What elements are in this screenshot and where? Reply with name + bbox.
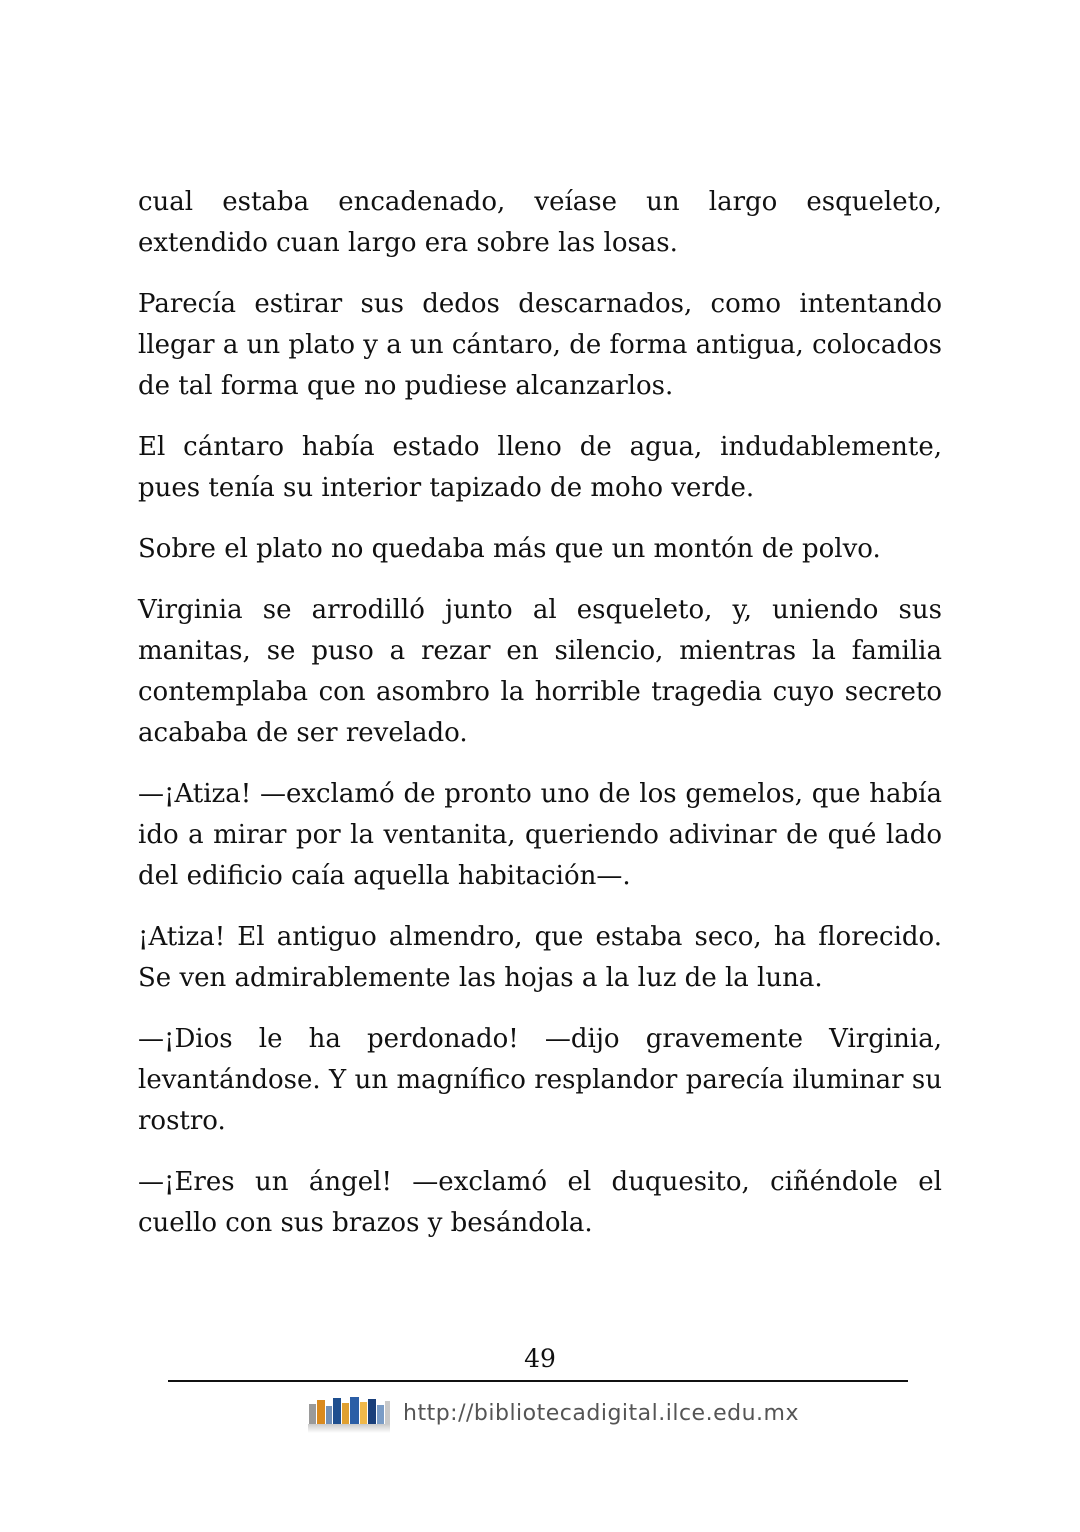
paragraph: El cántaro había estado lleno de agua, indudablemente, pues tenía su interior tapizado de moho verde. (138, 432, 942, 503)
page-number: 49 (524, 1344, 556, 1373)
paragraph: Virginia se arrodilló junto al esqueleto, y, uniendo sus manitas, se puso a rezar en silencio, mientras la familia contemplaba con asombro la horrible tragedia cuyo secreto acababa de ser revelado. (138, 595, 942, 748)
paragraph: cual estaba encadenado, veíase un largo esqueleto, extendido cuan largo era sobre las losas. (138, 187, 942, 258)
footer-url-link[interactable]: http://bibliotecadigital.ilce.edu.mx (403, 1401, 799, 1426)
page-body (138, 182, 942, 1264)
paragraph: ¡Atiza! El antiguo almendro, que estaba seco, ha florecido. Se ven admirablemente las hojas a la luz de la luna. (138, 922, 942, 993)
books-logo-icon (306, 1394, 392, 1434)
paragraph: —¡Atiza! —exclamó de pronto uno de los gemelos, que había ido a mirar por la ventanita, queriendo adivinar de qué lado del edificio caía aquella habitación—. (138, 779, 942, 891)
footer-divider (168, 1380, 908, 1382)
paragraph: Sobre el plato no quedaba más que un montón de polvo. (138, 534, 881, 564)
paragraph: Parecía estirar sus dedos descarnados, como intentando llegar a un plato y a un cántaro, de forma antigua, colocados de tal forma que no pudiese alcanzarlos. (138, 289, 942, 401)
paragraph: —¡Eres un ángel! —exclamó el duquesito, ciñéndole el cuello con sus brazos y besándola. (138, 1167, 942, 1238)
paragraph: —¡Dios le ha perdonado! —dijo gravemente Virginia, levantándose. Y un magnífico resplandor parecía iluminar su rostro. (138, 1024, 942, 1136)
